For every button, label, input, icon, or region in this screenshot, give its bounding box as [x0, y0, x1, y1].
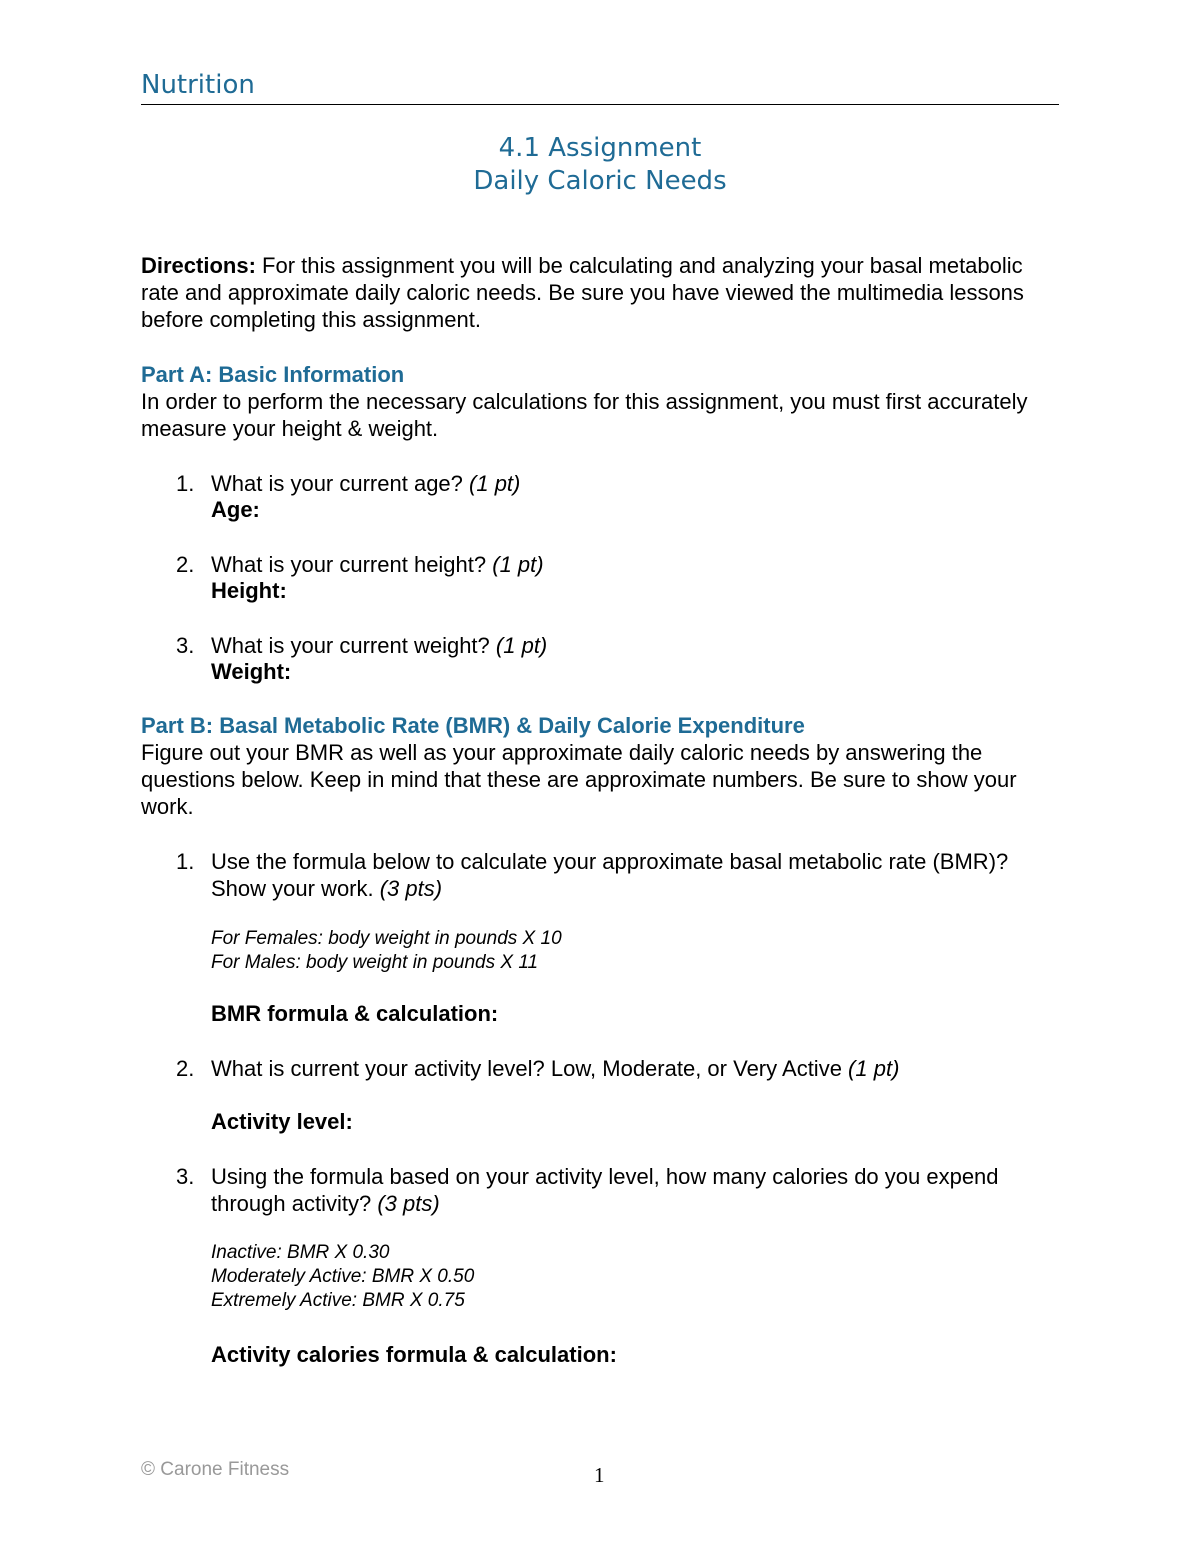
part-a-question-3	[176, 632, 1056, 659]
page-number: 1	[594, 1463, 605, 1487]
directions-text: For this assignment you will be calculating and analyzing your basal metabolic rate and approximate daily caloric needs. Be sure you have viewed the multimedia lessons before completing this assignment.	[141, 253, 1024, 332]
question-number: 2.	[176, 552, 195, 577]
question-points: (1 pt)	[848, 1056, 900, 1081]
question-number: 2.	[176, 1056, 195, 1081]
formula-line: For Females: body weight in pounds X 10	[211, 928, 562, 949]
header-rule	[141, 104, 1059, 105]
part-b-question-3	[176, 1163, 1056, 1217]
part-a-question-2	[176, 551, 1056, 578]
question-number: 3.	[176, 1164, 195, 1189]
question-number: 3.	[176, 633, 195, 658]
activity-formula-list	[211, 1241, 474, 1313]
weight-answer-label: Weight:	[211, 659, 292, 684]
bmr-formula-list	[211, 927, 562, 975]
question-text: Using the formula based on your activity level, how many calories do you expend through activity?	[211, 1164, 999, 1216]
question-text: What is current your activity level? Low, Moderate, or Very Active	[211, 1056, 849, 1081]
age-answer-label: Age:	[211, 497, 260, 522]
part-b-question-2	[176, 1055, 1056, 1082]
part-a-heading: Part A: Basic Information	[141, 362, 405, 387]
formula-line: Moderately Active: BMR X 0.50	[211, 1266, 475, 1287]
height-answer-label: Height:	[211, 578, 287, 603]
footer-copyright: © Carone Fitness	[141, 1459, 290, 1480]
part-b-question-1	[176, 848, 1056, 902]
bmr-answer-label: BMR formula & calculation:	[211, 1001, 499, 1026]
assignment-number: 4.1 Assignment	[498, 133, 702, 163]
question-text: What is your current weight?	[211, 633, 496, 658]
assignment-title: Daily Caloric Needs	[473, 166, 727, 196]
formula-line: Extremely Active: BMR X 0.75	[211, 1290, 465, 1311]
question-points: (3 pts)	[379, 876, 443, 901]
question-points: (3 pts)	[377, 1191, 440, 1216]
formula-line: Inactive: BMR X 0.30	[211, 1242, 390, 1263]
question-text: Use the formula below to calculate your approximate basal metabolic rate (BMR)? Show your work.	[211, 849, 1009, 901]
part-a-question-1	[176, 470, 1056, 497]
activity-calories-answer-label: Activity calories formula & calculation:	[211, 1342, 617, 1367]
directions-label: Directions:	[141, 253, 256, 278]
question-points: (1 pt)	[469, 471, 521, 496]
question-points: (1 pt)	[492, 552, 544, 577]
question-number: 1.	[176, 471, 195, 496]
part-b-intro: Figure out your BMR as well as your approximate daily caloric needs by answering the questions below. Keep in mind that these are approximate numbers. Be sure to show your work.	[141, 740, 1017, 819]
part-b-heading: Part B: Basal Metabolic Rate (BMR) & Daily Calorie Expenditure	[141, 713, 805, 738]
activity-level-answer-label: Activity level:	[211, 1109, 353, 1134]
part-a-intro: In order to perform the necessary calculations for this assignment, you must first accurately measure your height & weight.	[141, 389, 1028, 441]
header-title: Nutrition	[141, 70, 255, 100]
question-text: What is your current height?	[211, 552, 493, 577]
directions-paragraph	[141, 252, 1059, 333]
formula-line: For Males: body weight in pounds X 11	[211, 952, 539, 973]
question-text: What is your current age?	[211, 471, 470, 496]
question-points: (1 pt)	[495, 633, 548, 658]
question-number: 1.	[176, 849, 195, 874]
